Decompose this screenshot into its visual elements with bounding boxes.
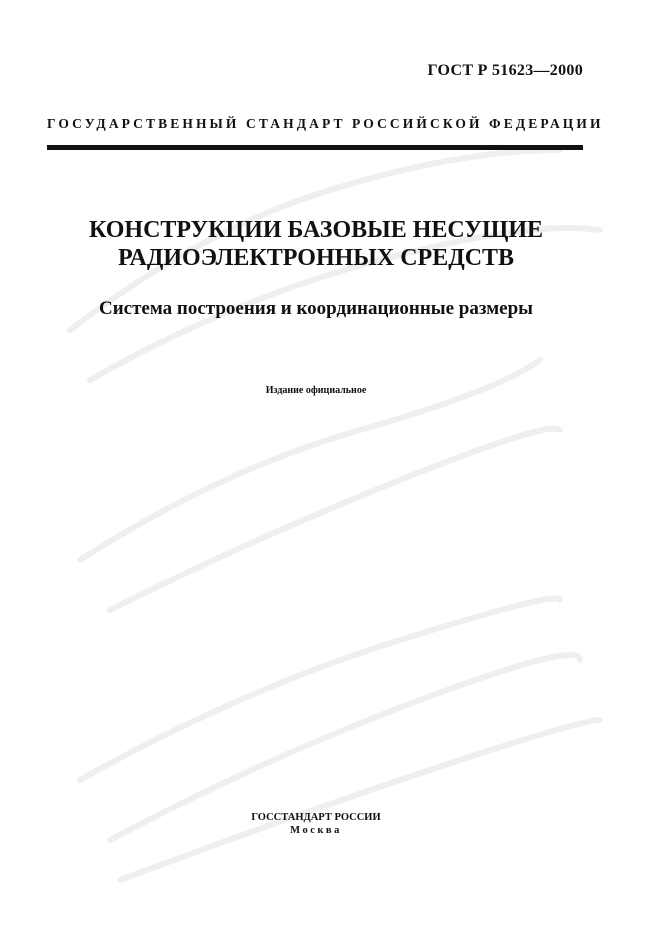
edition-note: Издание официальное <box>265 385 367 396</box>
document-title <box>0 216 632 272</box>
standard-number: ГОСТ Р 51623—2000 <box>427 62 583 79</box>
publisher-city: Москва <box>290 825 342 836</box>
header-rule <box>47 145 583 150</box>
title-line-2: РАДИОЭЛЕКТРОННЫХ СРЕДСТВ <box>117 245 515 271</box>
publisher-name: ГОССТАНДАРТ РОССИИ <box>251 812 381 823</box>
standard-header: ГОСУДАРСТВЕННЫЙ СТАНДАРТ РОССИЙСКОЙ ФЕДЕРАЦИИ <box>47 116 604 131</box>
document-subtitle: Система построения и координационные размеры <box>98 298 534 319</box>
title-line-1: КОНСТРУКЦИИ БАЗОВЫЕ НЕСУЩИЕ <box>88 217 544 243</box>
publisher-block <box>0 811 632 837</box>
